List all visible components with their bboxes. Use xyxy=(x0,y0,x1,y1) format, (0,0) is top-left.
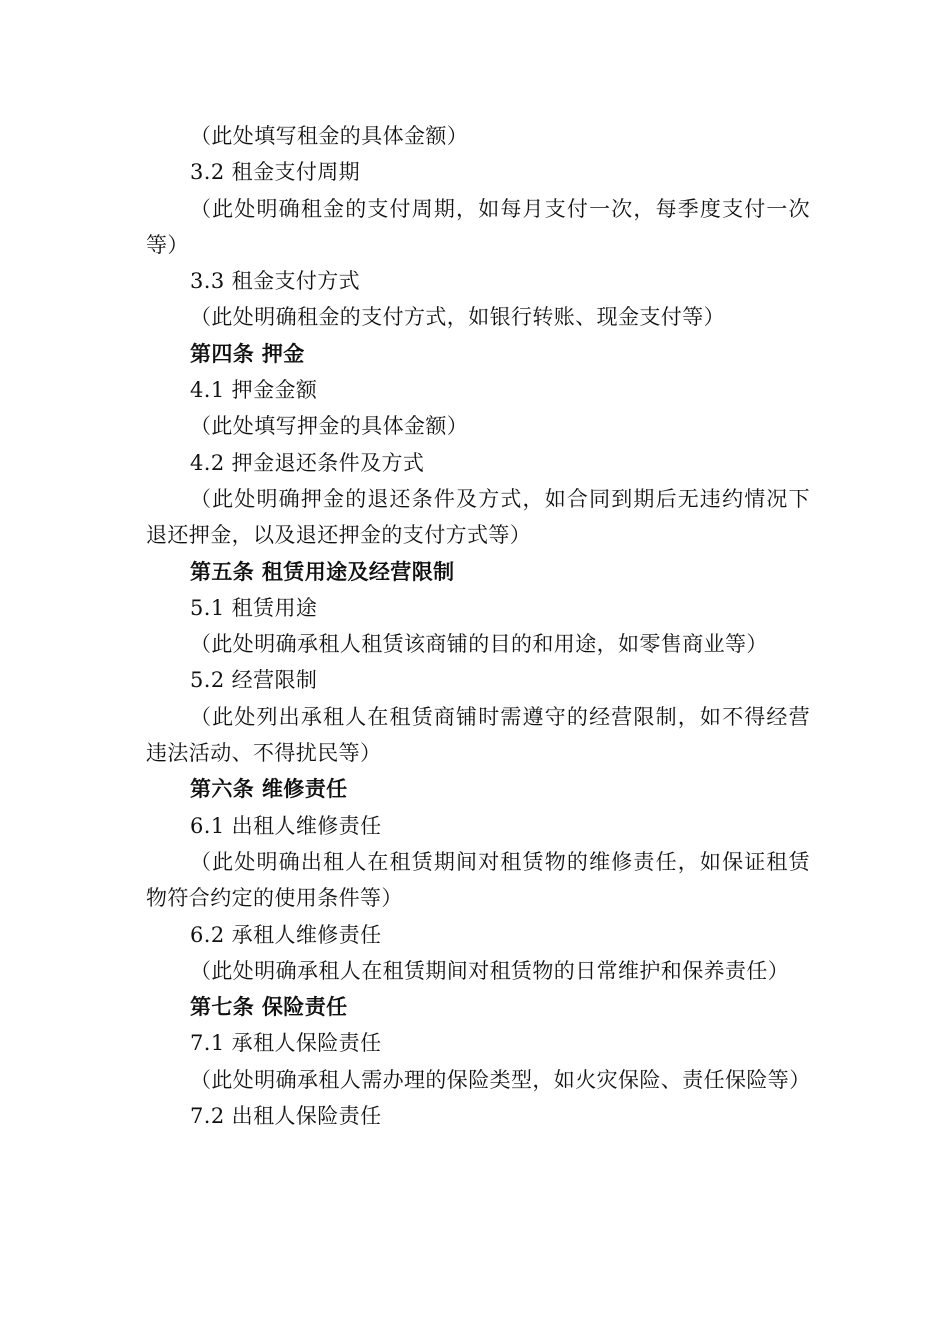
paragraph-rent-method-note: （此处明确租金的支付方式，如银行转账、现金支付等） xyxy=(190,305,725,330)
paragraph-lessee-insurance-note: （此处明确承租人需办理的保险类型，如火灾保险、责任保险等） xyxy=(190,1067,811,1092)
paragraph-lessee-repair-note: （此处明确承租人在租赁期间对租赁物的日常维护和保养责任） xyxy=(190,958,790,983)
paragraph-business-restriction-note: （此处列出承租人在租赁商铺时需遵守的经营限制，如不得经营违法活动、不得扰民等） xyxy=(146,704,810,766)
paragraph-deposit-amount-note: （此处填写押金的具体金额） xyxy=(190,414,469,439)
clause-6-1: 6.1 出租人维修责任 xyxy=(190,813,382,838)
clause-5-2: 5.2 经营限制 xyxy=(190,668,318,693)
clause-3-3: 3.3 租金支付方式 xyxy=(190,269,361,294)
article-6-heading: 第六条 维修责任 xyxy=(190,777,348,802)
clause-7-2: 7.2 出租人保险责任 xyxy=(190,1104,382,1129)
paragraph-lessor-repair-note: （此处明确出租人在租赁期间对租赁物的维修责任，如保证租赁物符合约定的使用条件等） xyxy=(146,849,810,911)
article-5-heading: 第五条 租赁用途及经营限制 xyxy=(190,559,455,584)
article-4-heading: 第四条 押金 xyxy=(190,341,305,366)
paragraph-rent-cycle-note: （此处明确租金的支付周期，如每月支付一次，每季度支付一次等） xyxy=(146,196,810,257)
clause-5-1: 5.1 租赁用途 xyxy=(190,595,318,620)
clause-3-2: 3.2 租金支付周期 xyxy=(190,160,361,185)
article-7-heading: 第七条 保险责任 xyxy=(190,995,348,1020)
paragraph-rent-amount-note: （此处填写租金的具体金额） xyxy=(190,124,469,148)
clause-7-1: 7.1 承租人保险责任 xyxy=(190,1031,382,1056)
clause-4-1: 4.1 押金金额 xyxy=(190,378,318,403)
clause-6-2: 6.2 承租人维修责任 xyxy=(190,922,382,947)
paragraph-lease-purpose-note: （此处明确承租人租赁该商铺的目的和用途，如零售商业等） xyxy=(190,632,768,657)
paragraph-deposit-return-note: （此处明确押金的退还条件及方式，如合同到期后无违约情况下退还押金，以及退还押金的支付方式等） xyxy=(146,486,810,548)
clause-4-2: 4.2 押金退还条件及方式 xyxy=(190,450,425,475)
document-body xyxy=(146,118,810,1134)
